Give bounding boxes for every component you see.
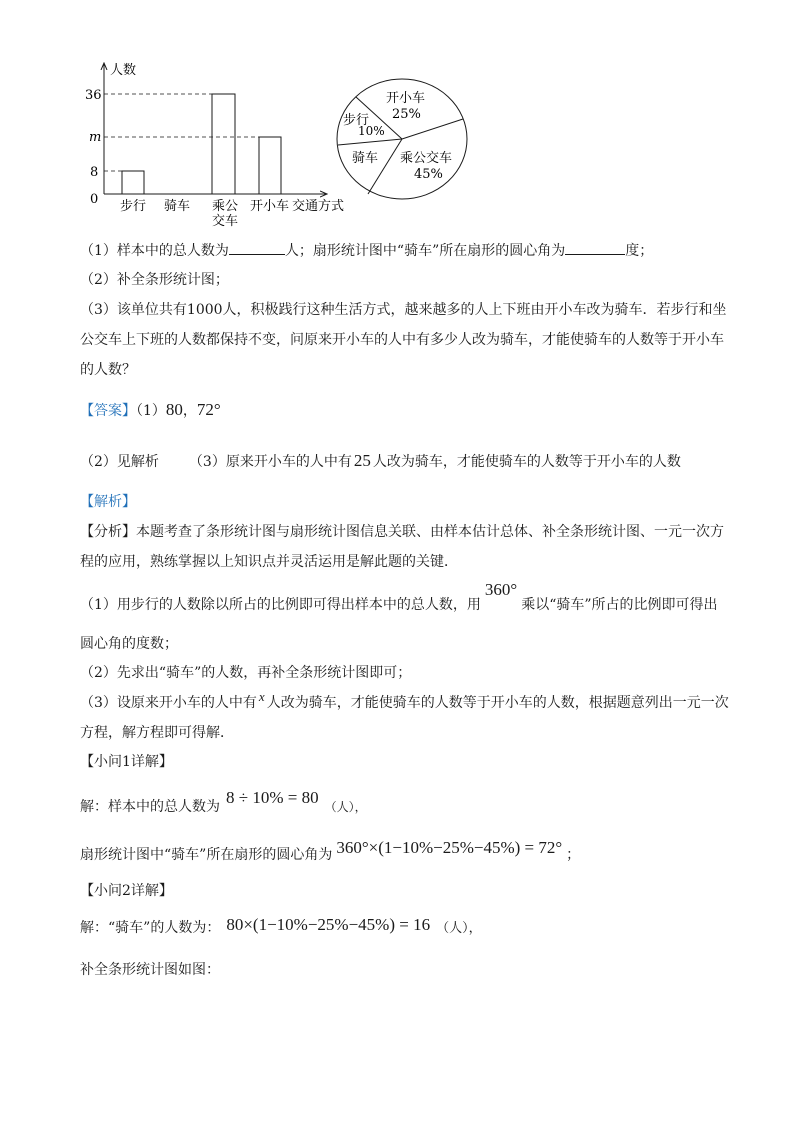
fenxi-line-2: 程的应用，熟练掌握以上知识点并灵活运用是解此题的关键． (80, 554, 458, 570)
step-3-post: 人改为骑车，才能使骑车的人数等于开小车的人数，根据题意列出一元一次 (266, 695, 729, 711)
analysis-tag: 【解析】 (80, 494, 136, 510)
answer-line-2 (80, 451, 681, 472)
answer-part2: （2）见解析 (80, 454, 159, 470)
question-2: （2）补全条形统计图； (80, 272, 229, 288)
x-label-bus-1: 乘公 (212, 199, 239, 214)
x-axis-label: 交通方式 (292, 199, 345, 214)
answer-part3-value: 25 (353, 451, 371, 470)
answer-tag: 【答案】 (80, 403, 136, 419)
detail-2-line-2: 补全条形统计图如图： (80, 962, 220, 978)
step-3-line-2: 方程，解方程即可得解． (80, 725, 234, 741)
y-tick-0: 0 (90, 192, 99, 207)
question-3-line-1: （3）该单位共有1000人，积极践行这种生活方式，越来越多的人上下班由开小车改为骑车．若步行和坐 (80, 302, 727, 318)
pie-divider-2 (402, 119, 463, 139)
detail-1b-math: 360°×(1−10%−25%−45%) = 72° (336, 838, 563, 857)
q1-pre: （1）样本中的总人数为 (80, 243, 229, 259)
x-label-bike: 骑车 (164, 199, 191, 214)
detail-2-post: （人）， (436, 921, 482, 936)
q1-post: 度； (625, 243, 654, 259)
y-tick-m: m (89, 130, 102, 145)
step-1-line-1 (80, 580, 718, 615)
pie-divider-3 (338, 139, 402, 145)
y-tick-36: 36 (85, 88, 102, 103)
bar-car (259, 137, 281, 194)
step-2: （2）先求出“骑车”的人数，再补全条形统计图即可； (80, 665, 412, 681)
x-label-walk: 步行 (120, 199, 147, 214)
answer-part1-value-1: 80 (165, 400, 183, 419)
answer-part1-sep: ， (182, 403, 197, 419)
detail-1b-pre: 扇形统计图中“骑车”所在扇形的圆心角为 (80, 847, 333, 863)
step-1-line-2: 圆心角的度数； (80, 636, 178, 652)
detail-2-math: 80×(1−10%−25%−45%) = 16 (226, 915, 431, 934)
step-1-post: 乘以“骑车”所占的比例即可得出 (521, 597, 718, 613)
bar-walk (122, 171, 144, 194)
detail-1b-post: ； (566, 847, 581, 863)
step-1-pre: （1）用步行的人数除以所占的比例即可得出样本中的总人数，用 (80, 597, 481, 613)
slice-bus-percent: 45% (414, 167, 443, 182)
slice-walk-percent: 10% (358, 124, 385, 138)
q1-mid: 人；扇形统计图中“骑车”所在扇形的圆心角为 (284, 243, 566, 259)
step-3-var: x (258, 689, 265, 704)
detail-1-title: 【小问1详解】 (80, 754, 173, 770)
slice-bike-label: 骑车 (352, 151, 379, 166)
y-tick-8: 8 (90, 165, 99, 180)
pie-chart (334, 76, 474, 202)
step-3-line-1 (80, 689, 729, 713)
detail-1-line-1 (80, 788, 367, 815)
q1-blank-2 (565, 240, 625, 255)
detail-1-math: 8 ÷ 10% = 80 (226, 788, 319, 807)
detail-2-line-1 (80, 915, 482, 937)
bar-bus (212, 94, 235, 194)
slice-bus-label: 乘公交车 (400, 151, 453, 166)
pie-divider-4 (368, 139, 402, 194)
slice-walk-label: 步行 (343, 113, 370, 128)
x-label-car: 开小车 (250, 199, 290, 214)
detail-1-pre: 解：样本中的总人数为 (80, 799, 220, 815)
detail-1-post: （人）， (324, 800, 367, 814)
answer-part3-pre: （3）原来开小车的人中有 (188, 454, 352, 470)
y-axis-label: 人数 (110, 63, 137, 78)
step-3-pre: （3）设原来开小车的人中有 (80, 695, 257, 711)
detail-2-pre: 解：“骑车”的人数为： (80, 920, 221, 936)
slice-car-label: 开小车 (386, 91, 426, 106)
slice-car-percent: 25% (392, 107, 421, 122)
answer-part1-value-2: 72° (196, 400, 221, 419)
bar-chart (80, 58, 370, 230)
answer-part3-post: 人改为骑车，才能使骑车的人数等于开小车的人数 (372, 454, 681, 470)
answer-part1-label: （1） (136, 403, 166, 419)
q1-blank-1 (229, 240, 285, 255)
question-1 (80, 240, 653, 261)
step-1-math: 360° (484, 580, 518, 599)
answer-line-1 (80, 400, 221, 421)
fenxi-line-1: 【分析】本题考查了条形统计图与扇形统计图信息关联、由样本估计总体、补全条形统计图、一元一次方 (80, 524, 724, 540)
detail-1-line-2 (80, 838, 581, 863)
question-3-line-2: 公交车上下班的人数都保持不变，问原来开小车的人中有多少人改为骑车，才能使骑车的人数等于开小车 (80, 332, 724, 348)
question-3-line-3: 的人数？ (80, 362, 136, 378)
x-label-bus-2: 交车 (212, 214, 239, 229)
detail-2-title: 【小问2详解】 (80, 883, 173, 899)
